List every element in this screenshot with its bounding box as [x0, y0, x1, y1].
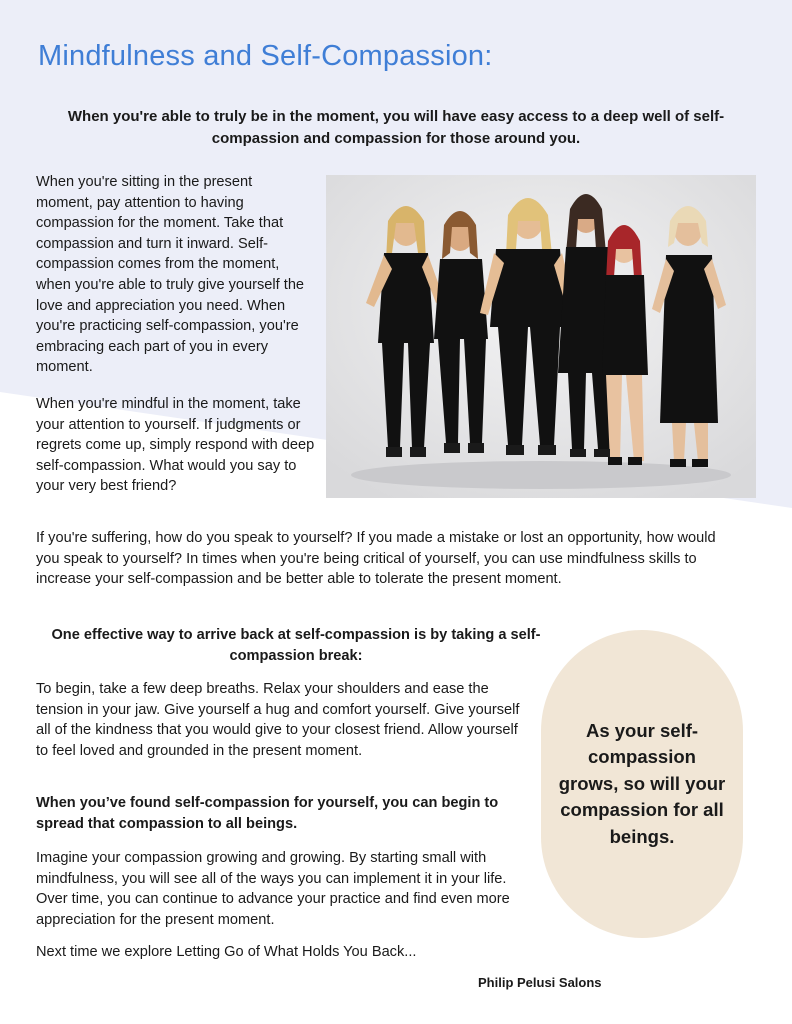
signature: Philip Pelusi Salons — [478, 975, 602, 990]
section-heading-break: One effective way to arrive back at self-compassion is by taking a self-compassion break: — [51, 627, 541, 664]
paragraph-next-time: Next time we explore Letting Go of What Holds You Back... — [36, 944, 417, 960]
callout-text: As your self-compassion grows, so will your compassion for all beings. — [558, 719, 726, 847]
paragraph-suffering: If you're suffering, how do you speak to yourself? If you made a mistake or lost an opportunity, how would you speak to yourself? In times when you're being critical of yourself, you can use mindfulness skills to increase your self-compassion and be better able to tolerate the present moment. — [36, 530, 716, 588]
page-title: Mindfulness and Self-Compassion: — [38, 40, 493, 72]
callout-pill — [541, 630, 743, 938]
paragraph-imagine: Imagine your compassion growing and growing. By starting small with mindfulness, you will see all of the ways you can implement it in your life. Over time, you can continue to advance your practice and find even more appreciation for the present moment. — [36, 850, 510, 928]
subtitle: When you're able to truly be in the moment, you will have easy access to a deep well of self-compassion and compassion for those around you. — [67, 108, 725, 147]
paragraph-begin: To begin, take a few deep breaths. Relax your shoulders and ease the tension in your jaw. Give yourself a hug and comfort yourself. Give yourself all of the kindness that you would give to your closest friend. Allow yourself to feel loved and grounded in the present moment. — [36, 681, 520, 759]
paragraph-spread-compassion: When you’ve found self-compassion for yourself, you can begin to spread that compassion to all beings. — [36, 795, 499, 832]
group-photo — [326, 175, 756, 498]
paragraph-present-moment: When you're sitting in the present moment, pay attention to having compassion for the moment. Take that compassion and turn it inward. Self-compassion comes from the moment, when you're able to truly give yourself the love and appreciation you need. When you're practicing self-compassion, you're embracing each part of you in every moment. — [36, 174, 305, 376]
paragraph-mindful: When you're mindful in the moment, take your attention to yourself. If judgments or regrets come up, simply respond with deep self-compassion. What would you say to your very best friend? — [36, 396, 315, 495]
